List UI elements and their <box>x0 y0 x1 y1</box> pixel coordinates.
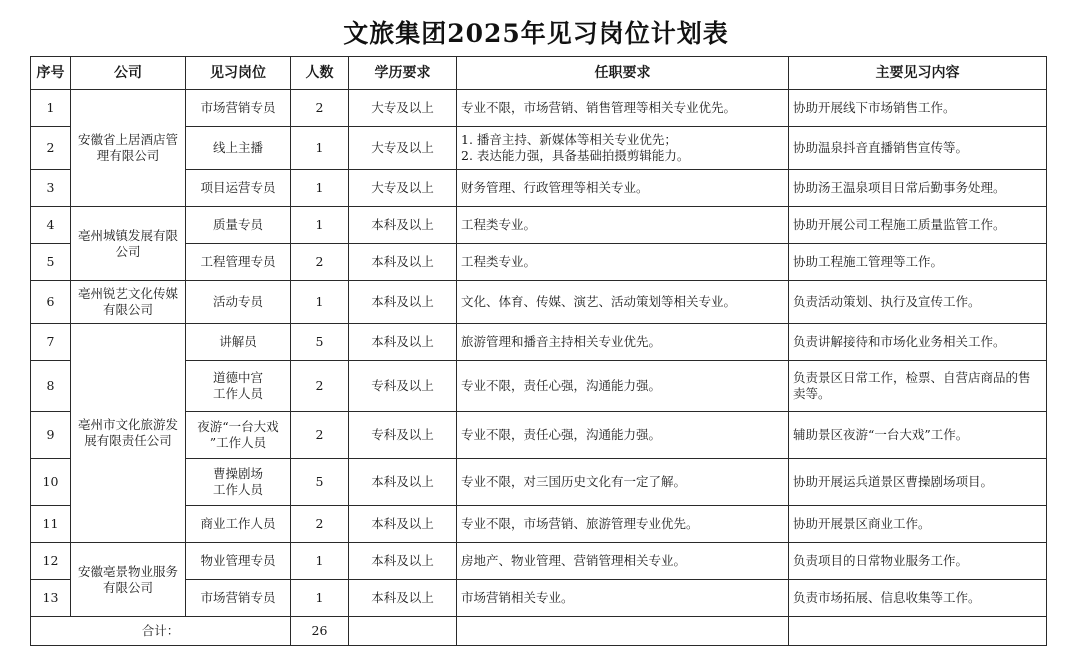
cell-company: 亳州锐艺文化传媒有限公司 <box>71 281 186 324</box>
cell-position: 项目运营专员 <box>186 170 291 207</box>
cell-requirements: 1. 播音主持、新媒体等相关专业优先； 2. 表达能力强，具备基础拍摄剪辑能力。 <box>457 127 789 170</box>
cell-requirements: 专业不限，对三国历史文化有一定了解。 <box>457 459 789 506</box>
cell-seq: 5 <box>31 244 71 281</box>
cell-position: 线上主播 <box>186 127 291 170</box>
total-row <box>31 617 1047 646</box>
cell-seq: 2 <box>31 127 71 170</box>
cell-seq: 4 <box>31 207 71 244</box>
cell-education: 本科及以上 <box>349 543 457 580</box>
cell-education: 专科及以上 <box>349 412 457 459</box>
cell-content: 负责景区日常工作，检票、自营店商品的售卖等。 <box>789 361 1047 412</box>
cell-company: 亳州城镇发展有限公司 <box>71 207 186 281</box>
cell-seq: 11 <box>31 506 71 543</box>
header-count: 人数 <box>291 57 349 90</box>
cell-education: 大专及以上 <box>349 127 457 170</box>
cell-count: 1 <box>291 170 349 207</box>
cell-education: 本科及以上 <box>349 281 457 324</box>
cell-content: 负责市场拓展、信息收集等工作。 <box>789 580 1047 617</box>
cell-education: 专科及以上 <box>349 361 457 412</box>
cell-position: 工程管理专员 <box>186 244 291 281</box>
header-seq: 序号 <box>31 57 71 90</box>
cell-count: 1 <box>291 281 349 324</box>
cell-content: 负责活动策划、执行及宣传工作。 <box>789 281 1047 324</box>
cell-education: 本科及以上 <box>349 207 457 244</box>
table-header-row <box>31 57 1047 90</box>
cell-requirements: 文化、体育、传媒、演艺、活动策划等相关专业。 <box>457 281 789 324</box>
cell-requirements: 专业不限，市场营销、销售管理等相关专业优先。 <box>457 90 789 127</box>
cell-requirements: 财务管理、行政管理等相关专业。 <box>457 170 789 207</box>
header-company: 公司 <box>71 57 186 90</box>
cell-position: 夜游“一台大戏 ”工作人员 <box>186 412 291 459</box>
cell-seq: 13 <box>31 580 71 617</box>
cell-position: 市场营销专员 <box>186 90 291 127</box>
cell-content: 协助开展景区商业工作。 <box>789 506 1047 543</box>
cell-requirements: 专业不限，市场营销、旅游管理专业优先。 <box>457 506 789 543</box>
cell-requirements: 专业不限，责任心强，沟通能力强。 <box>457 412 789 459</box>
cell-count: 1 <box>291 543 349 580</box>
cell-content: 协助开展线下市场销售工作。 <box>789 90 1047 127</box>
table-row <box>31 324 1047 361</box>
cell-position: 曹操剧场 工作人员 <box>186 459 291 506</box>
cell-education: 本科及以上 <box>349 506 457 543</box>
cell-content: 协助开展公司工程施工质量监管工作。 <box>789 207 1047 244</box>
cell-content: 协助工程施工管理等工作。 <box>789 244 1047 281</box>
header-position: 见习岗位 <box>186 57 291 90</box>
cell-count: 2 <box>291 506 349 543</box>
cell-count: 2 <box>291 361 349 412</box>
internship-plan-table <box>30 56 1047 646</box>
cell-seq: 8 <box>31 361 71 412</box>
total-empty-cell <box>457 617 789 646</box>
cell-seq: 3 <box>31 170 71 207</box>
cell-seq: 10 <box>31 459 71 506</box>
cell-requirements: 旅游管理和播音主持相关专业优先。 <box>457 324 789 361</box>
cell-position: 活动专员 <box>186 281 291 324</box>
cell-requirements: 专业不限，责任心强，沟通能力强。 <box>457 361 789 412</box>
cell-position: 质量专员 <box>186 207 291 244</box>
header-requirements: 任职要求 <box>457 57 789 90</box>
cell-requirements: 市场营销相关专业。 <box>457 580 789 617</box>
cell-company: 亳州市文化旅游发展有限责任公司 <box>71 324 186 543</box>
cell-requirements: 房地产、物业管理、营销管理相关专业。 <box>457 543 789 580</box>
table-row <box>31 207 1047 244</box>
header-education: 学历要求 <box>349 57 457 90</box>
cell-count: 1 <box>291 207 349 244</box>
cell-seq: 6 <box>31 281 71 324</box>
cell-position: 道德中宫 工作人员 <box>186 361 291 412</box>
total-label: 合计： <box>31 617 291 646</box>
cell-education: 本科及以上 <box>349 244 457 281</box>
table-row <box>31 281 1047 324</box>
total-empty-cell <box>349 617 457 646</box>
cell-content: 负责项目的日常物业服务工作。 <box>789 543 1047 580</box>
cell-count: 1 <box>291 580 349 617</box>
cell-seq: 9 <box>31 412 71 459</box>
document-title: 文旅集团2025年见习岗位计划表 <box>343 19 729 48</box>
cell-position: 物业管理专员 <box>186 543 291 580</box>
cell-requirements: 工程类专业。 <box>457 207 789 244</box>
cell-seq: 12 <box>31 543 71 580</box>
cell-content: 协助温泉抖音直播销售宣传等。 <box>789 127 1047 170</box>
cell-seq: 1 <box>31 90 71 127</box>
cell-position: 讲解员 <box>186 324 291 361</box>
cell-content: 辅助景区夜游“一台大戏”工作。 <box>789 412 1047 459</box>
cell-count: 2 <box>291 90 349 127</box>
cell-requirements: 工程类专业。 <box>457 244 789 281</box>
cell-content: 协助开展运兵道景区曹操剧场项目。 <box>789 459 1047 506</box>
cell-content: 协助汤王温泉项目日常后勤事务处理。 <box>789 170 1047 207</box>
header-content: 主要见习内容 <box>789 57 1047 90</box>
cell-seq: 7 <box>31 324 71 361</box>
total-count: 26 <box>291 617 349 646</box>
cell-education: 大专及以上 <box>349 170 457 207</box>
total-empty-cell <box>789 617 1047 646</box>
cell-position: 市场营销专员 <box>186 580 291 617</box>
cell-education: 本科及以上 <box>349 580 457 617</box>
cell-position: 商业工作人员 <box>186 506 291 543</box>
cell-education: 大专及以上 <box>349 90 457 127</box>
table-row <box>31 543 1047 580</box>
cell-count: 2 <box>291 244 349 281</box>
cell-count: 2 <box>291 412 349 459</box>
cell-count: 5 <box>291 459 349 506</box>
cell-education: 本科及以上 <box>349 459 457 506</box>
table-row <box>31 90 1047 127</box>
cell-count: 1 <box>291 127 349 170</box>
cell-company: 安徽省上居酒店管理有限公司 <box>71 90 186 207</box>
cell-content: 负责讲解接待和市场化业务相关工作。 <box>789 324 1047 361</box>
cell-count: 5 <box>291 324 349 361</box>
cell-education: 本科及以上 <box>349 324 457 361</box>
cell-company: 安徽亳景物业服务有限公司 <box>71 543 186 617</box>
